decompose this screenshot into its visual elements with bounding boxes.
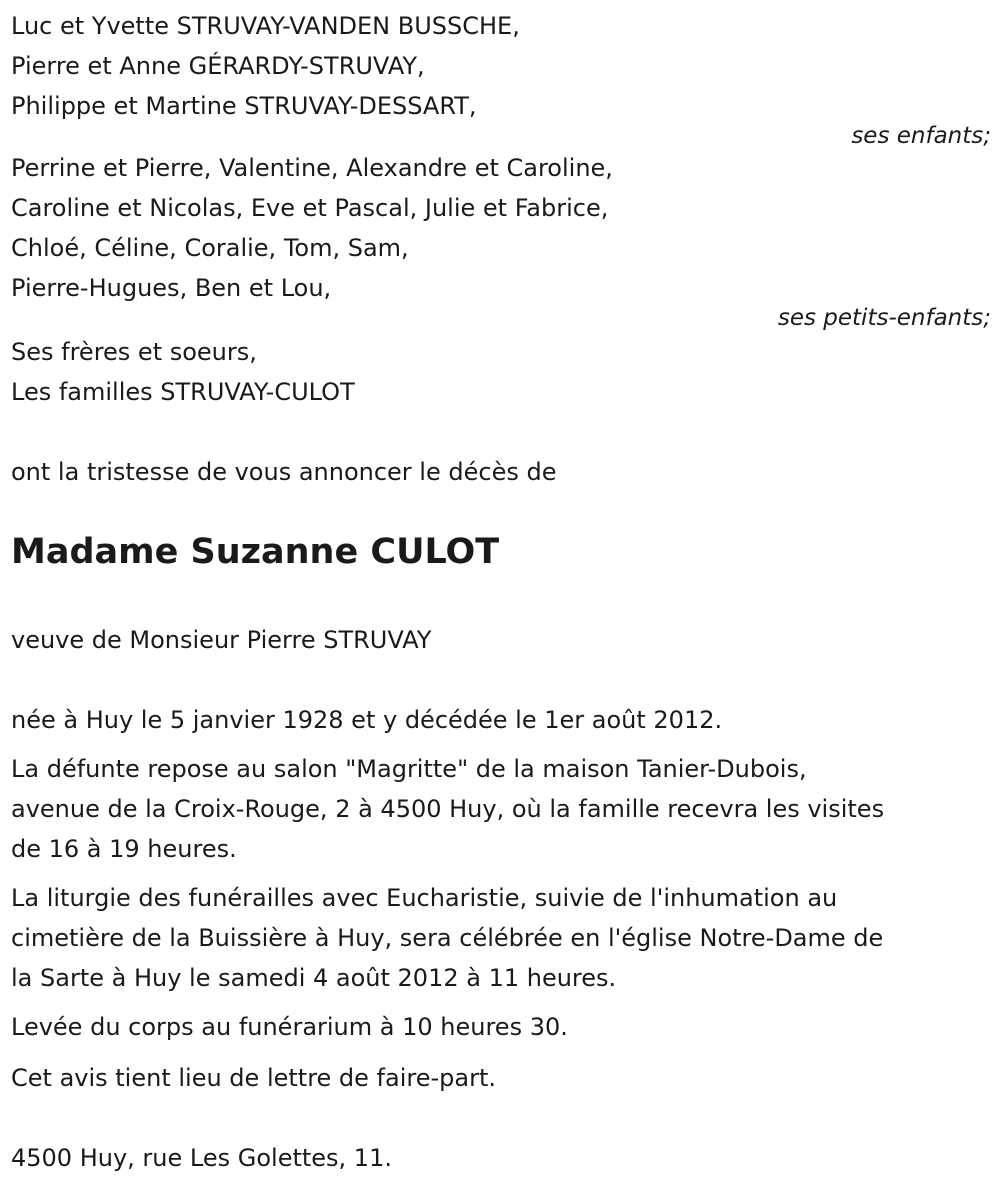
- address-text: 4500 Huy, rue Les Golettes, 11.: [11, 1144, 392, 1172]
- siblings-line-1: Ses frères et soeurs,: [11, 338, 257, 366]
- widow-of-text: veuve de Monsieur Pierre STRUVAY: [11, 626, 432, 654]
- levee-text: Levée du corps au funérarium à 10 heures 30.: [11, 1013, 568, 1041]
- children-role-label: ses enfants;: [851, 123, 991, 149]
- child-line-2: Pierre et Anne GÉRARDY-STRUVAY,: [11, 52, 425, 80]
- liturgy-paragraph: [11, 878, 991, 998]
- grandchild-line-2: Caroline et Nicolas, Eve et Pascal, Julie et Fabrice,: [11, 194, 609, 222]
- siblings-line-2: Les familles STRUVAY-CULOT: [11, 378, 355, 406]
- repose-paragraph: [11, 749, 991, 869]
- children-section: [11, 6, 991, 148]
- grandchild-line-1: Perrine et Pierre, Valentine, Alexandre et Caroline,: [11, 154, 613, 182]
- grandchild-line-3: Chloé, Céline, Coralie, Tom, Sam,: [11, 234, 409, 262]
- liturgy-line-1: La liturgie des funérailles avec Eucharistie, suivie de l'inhumation au: [11, 884, 838, 912]
- notice-text: Cet avis tient lieu de lettre de faire-part.: [11, 1064, 496, 1092]
- siblings-section: [11, 332, 991, 412]
- repose-line-2: avenue de la Croix-Rouge, 2 à 4500 Huy, où la famille recevra les visites: [11, 795, 885, 823]
- birth-death-text: née à Huy le 5 janvier 1928 et y décédée le 1er août 2012.: [11, 706, 723, 734]
- child-line-1: Luc et Yvette STRUVAY-VANDEN BUSSCHE,: [11, 12, 520, 40]
- grandchild-line-4: Pierre-Hugues, Ben et Lou,: [11, 274, 332, 302]
- grandchildren-role-label: ses petits-enfants;: [777, 305, 991, 331]
- deceased-name: Madame Suzanne CULOT: [11, 532, 500, 572]
- repose-line-1: La défunte repose au salon "Magritte" de la maison Tanier-Dubois,: [11, 755, 807, 783]
- grandchildren-section: [11, 148, 991, 330]
- liturgy-line-3: la Sarte à Huy le samedi 4 août 2012 à 11 heures.: [11, 964, 617, 992]
- child-line-3: Philippe et Martine STRUVAY-DESSART,: [11, 92, 477, 120]
- repose-line-3: de 16 à 19 heures.: [11, 835, 237, 863]
- announcement-text: ont la tristesse de vous annoncer le décès de: [11, 458, 557, 486]
- liturgy-line-2: cimetière de la Buissière à Huy, sera célébrée en l'église Notre-Dame de: [11, 924, 884, 952]
